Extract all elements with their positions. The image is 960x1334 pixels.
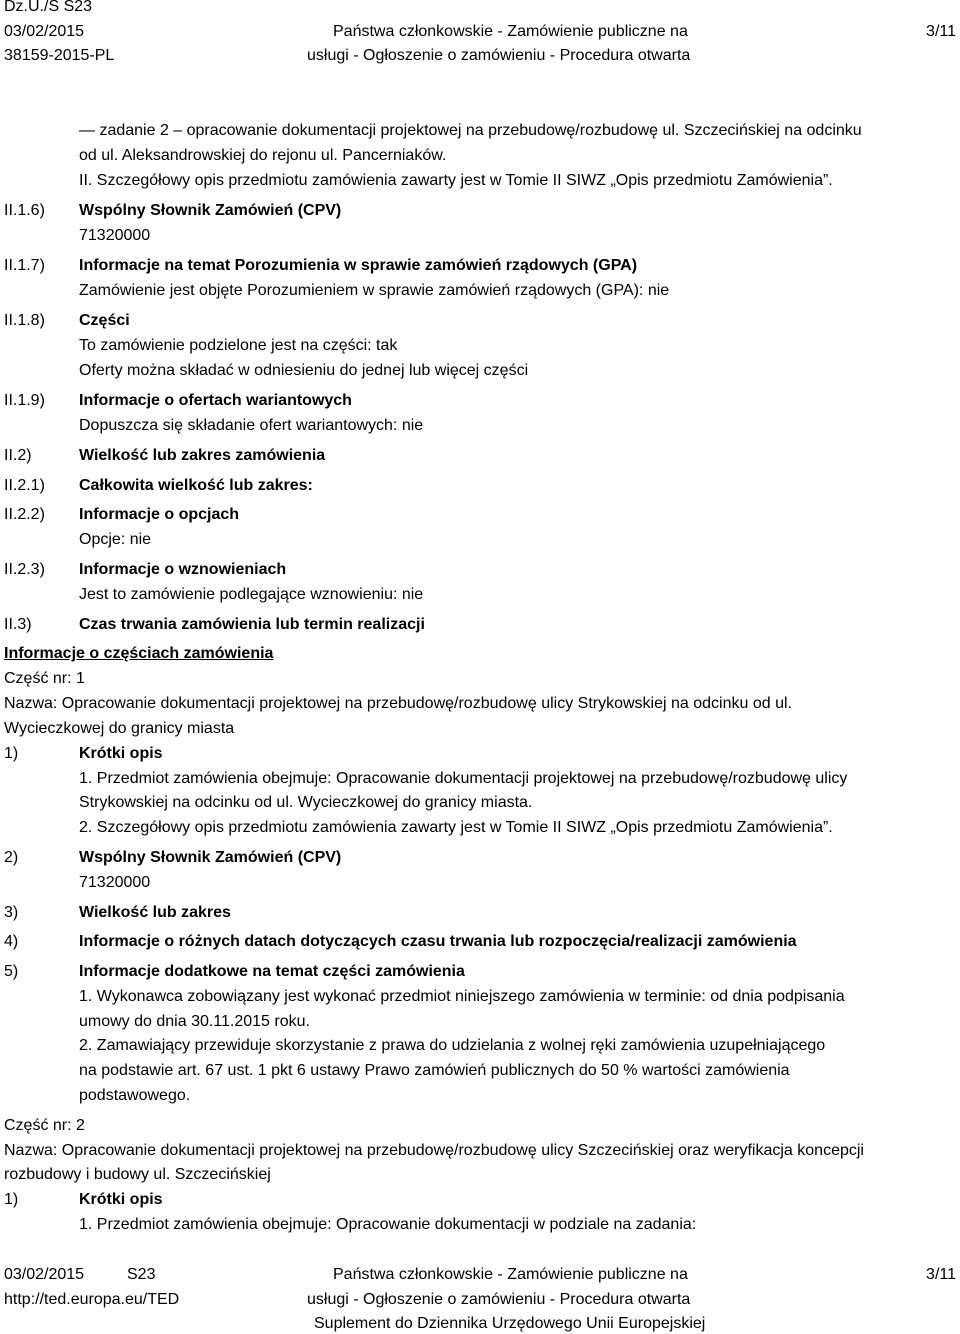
section-title-options: Informacje o opcjach bbox=[79, 506, 240, 523]
part2-label: Część nr: 2 bbox=[4, 1117, 85, 1134]
part1-cpv-code: 71320000 bbox=[79, 874, 151, 891]
header-page-number: 3/11 bbox=[926, 23, 956, 40]
section-title-scope: Wielkość lub zakres zamówienia bbox=[79, 447, 326, 464]
part1-cpv-title: Wspólny Słownik Zamówień (CPV) bbox=[79, 849, 342, 866]
part1-name-line1: Nazwa: Opracowanie dokumentacji projektowej na przebudowę/rozbudowę ulicy Strykowskiej na odcinku od ul. bbox=[4, 695, 792, 712]
part2-short-description-title: Krótki opis bbox=[79, 1191, 163, 1208]
section-number: II.2.3) bbox=[4, 561, 45, 578]
part1-info-line4: na podstawie art. 67 ust. 1 pkt 6 ustawy Prawo zamówień publicznych do 50 % wartości zamówienia bbox=[79, 1062, 790, 1079]
journal-ref: Dz.U./S S23 bbox=[4, 0, 93, 15]
header-title-line1: Państwa członkowskie - Zamówienie publiczne na bbox=[333, 23, 688, 40]
item-number: 2) bbox=[4, 849, 19, 866]
task2-line2: od ul. Aleksandrowskiej do rejonu ul. Pancerniaków. bbox=[79, 147, 447, 164]
section-number: II.2.2) bbox=[4, 506, 45, 523]
part1-scope-title: Wielkość lub zakres bbox=[79, 904, 231, 921]
header-title-line2: usługi - Ogłoszenie o zamówieniu - Procedura otwarta bbox=[307, 47, 691, 64]
footer-url-link[interactable]: http://ted.europa.eu/TED bbox=[4, 1291, 180, 1308]
footer-title-line1: Państwa członkowskie - Zamówienie publiczne na bbox=[333, 1266, 688, 1283]
section-number: II.1.6) bbox=[4, 202, 45, 219]
part1-info-line1: 1. Wykonawca zobowiązany jest wykonać przedmiot niniejszego zamówienia w terminie: od dnia podpisania bbox=[79, 988, 845, 1005]
section-title-renewals: Informacje o wznowieniach bbox=[79, 561, 287, 578]
parts-offers: Oferty można składać w odniesieniu do jednej lub więcej części bbox=[79, 362, 529, 379]
section-number: II.1.9) bbox=[4, 392, 45, 409]
footer-series: S23 bbox=[127, 1266, 156, 1283]
task2-line1: — zadanie 2 – opracowanie dokumentacji projektowej na przebudowę/rozbudowę ul. Szczecińskiej na odcinku bbox=[79, 122, 862, 139]
document-number: 38159-2015-PL bbox=[4, 47, 115, 64]
cpv-code: 71320000 bbox=[79, 227, 151, 244]
section-number: II.1.8) bbox=[4, 312, 45, 329]
parts-heading: Informacje o częściach zamówienia bbox=[4, 645, 274, 662]
item-number: 1) bbox=[4, 1191, 19, 1208]
section-title-variants: Informacje o ofertach wariantowych bbox=[79, 392, 352, 409]
part1-desc-line1: 1. Przedmiot zamówienia obejmuje: Opracowanie dokumentacji projektowej na przebudowę/rozbudowę ulicy bbox=[79, 770, 848, 787]
part1-info-line5: podstawowego. bbox=[79, 1087, 191, 1104]
item-number: 1) bbox=[4, 745, 19, 762]
section-title-duration: Czas trwania zamówienia lub termin realizacji bbox=[79, 616, 425, 633]
section-title-gpa: Informacje na temat Porozumienia w sprawie zamówień rządowych (GPA) bbox=[79, 257, 638, 274]
part1-additional-info-title: Informacje dodatkowe na temat części zamówienia bbox=[79, 963, 465, 980]
item-number: 4) bbox=[4, 933, 19, 950]
part1-info-line3: 2. Zamawiający przewiduje skorzystanie z prawa do udzielania z wolnej ręki zamówienia uzupełniającego bbox=[79, 1037, 826, 1054]
part2-name-line1: Nazwa: Opracowanie dokumentacji projektowej na przebudowę/rozbudowę ulicy Szczecińskiej oraz weryfikacja koncepcji bbox=[4, 1142, 864, 1159]
section-title-parts: Części bbox=[79, 312, 130, 329]
part1-name-line2: Wycieczkowej do granicy miasta bbox=[4, 720, 235, 737]
options-value: Opcje: nie bbox=[79, 531, 152, 548]
section-number: II.1.7) bbox=[4, 257, 45, 274]
item-number: 5) bbox=[4, 963, 19, 980]
item-number: 3) bbox=[4, 904, 19, 921]
variants-value: Dopuszcza się składanie ofert wariantowych: nie bbox=[79, 417, 424, 434]
parts-value: To zamówienie podzielone jest na części: tak bbox=[79, 337, 398, 354]
section-number: II.2.1) bbox=[4, 477, 45, 494]
section-title-cpv: Wspólny Słownik Zamówień (CPV) bbox=[79, 202, 342, 219]
part1-short-description-title: Krótki opis bbox=[79, 745, 163, 762]
section-title-total-scope: Całkowita wielkość lub zakres: bbox=[79, 477, 313, 494]
footer-page-number: 3/11 bbox=[926, 1266, 956, 1283]
part1-desc-line2: Strykowskiej na odcinku od ul. Wycieczkowej do granicy miasta. bbox=[79, 794, 533, 811]
section-number: II.2) bbox=[4, 447, 32, 464]
part1-label: Część nr: 1 bbox=[4, 670, 85, 687]
renewals-value: Jest to zamówienie podlegające wznowieniu: nie bbox=[79, 586, 424, 603]
part1-info-line2: umowy do dnia 30.11.2015 roku. bbox=[79, 1013, 310, 1030]
part2-desc-line1: 1. Przedmiot zamówienia obejmuje: Opracowanie dokumentacji w podziale na zadania: bbox=[79, 1216, 697, 1233]
gpa-value: Zamówienie jest objęte Porozumieniem w sprawie zamówień rządowych (GPA): nie bbox=[79, 282, 670, 299]
header-date: 03/02/2015 bbox=[4, 23, 85, 40]
part1-desc-line3: 2. Szczegółowy opis przedmiotu zamówienia zawarty jest w Tomie II SIWZ „Opis przedmiotu Zamówienia”. bbox=[79, 819, 833, 836]
details-line: II. Szczegółowy opis przedmiotu zamówienia zawarty jest w Tomie II SIWZ „Opis przedmiotu Zamówienia”. bbox=[79, 172, 833, 189]
part1-dates-title: Informacje o różnych datach dotyczących czasu trwania lub rozpoczęcia/realizacji zamówienia bbox=[79, 933, 797, 950]
footer-title-line2: usługi - Ogłoszenie o zamówieniu - Procedura otwarta bbox=[307, 1291, 691, 1308]
section-number: II.3) bbox=[4, 616, 32, 633]
part2-name-line2: rozbudowy i budowy ul. Szczecińskiej bbox=[4, 1166, 271, 1183]
footer-supplement-title: Suplement do Dziennika Urzędowego Unii Europejskiej bbox=[314, 1315, 706, 1332]
footer-date: 03/02/2015 bbox=[4, 1266, 85, 1283]
